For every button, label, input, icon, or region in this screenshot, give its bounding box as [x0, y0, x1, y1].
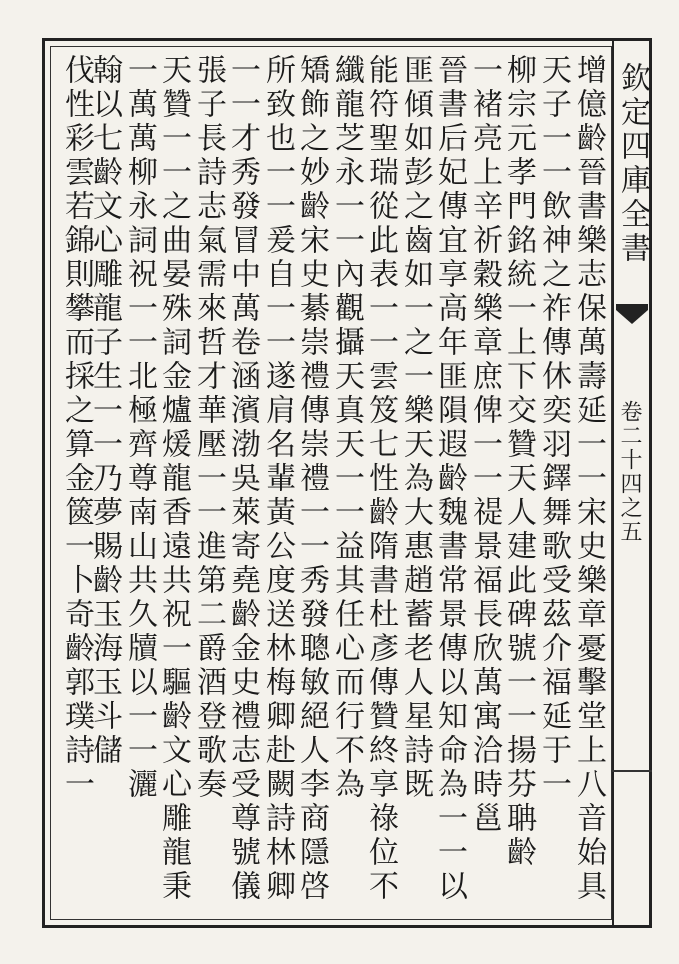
text-column: 能符聖瑞從此表一一雲笈七性齡隋書杜彥傳贊終享祿位不: [363, 54, 398, 904]
text-column: 矯飾之妙齡宋史綦崇禮傳崇禮一一秀發聰敏絕人李商隱啓: [294, 54, 329, 904]
text-column: 晉書后妃傳宜享高年匪隕遐齡魏書常景傳以知命為一一以: [432, 54, 467, 904]
text-column: 一褚亮上辛祈穀樂章庶俾一一禔景福長欣萬寓洽時邕: [467, 54, 502, 836]
text-column: 天贊一一之曲晏殊詞金爐煖龍香遠共祝一驅齡文心雕龍秉: [156, 54, 191, 904]
fish-tail-mark-icon: [614, 300, 650, 340]
text-column: 纖龍芝永一一內觀攝天真天一一益其任心而行不為: [329, 54, 364, 802]
margin-volume-number: 卷二十四之五: [617, 400, 642, 544]
text-column: 一萬萬柳永詞祝一一北極齊尊南山共久牘以一一灑: [122, 54, 157, 802]
text-column: 所致也一一爰自一一遂肩名輩黃公度送林梅卿赴闕詩林卿: [260, 54, 295, 904]
text-column: 翰以七齡文心雕龍子生一一乃夢賜齡玉海玉斗儲: [87, 54, 122, 768]
text-column: 柳宗元孝門銘統一上下交贊天人建此碑號一一揚芬聃齡: [501, 54, 536, 870]
text-column: 一一才秀發冒中萬卷涵濱渤吳萊寄堯齡金史禮志受尊號儀: [225, 54, 260, 904]
margin-rule-mark: [612, 770, 652, 772]
margin-book-title: 欽定四庫全書: [615, 62, 650, 266]
text-body: [56, 54, 608, 916]
text-column: 增億齡晉書樂志保萬壽延一一宋史樂章憂擊堂上八音始具: [571, 54, 606, 904]
text-column: 伐性彩雲若錦則攀而採之算金篋一卜奇齡郭璞詩一: [59, 54, 94, 802]
text-column: 張子長詩志氣需來哲才華壓一一進第二爵酒登歌奏: [191, 54, 226, 802]
text-column: 匪傾如彭之齒如一之一樂天為大惠趙蓄老人星詩既: [398, 54, 433, 802]
text-column: 天子一一飲神之祚傳休奕羽鐸舞歌受茲介福延于一: [536, 54, 571, 802]
